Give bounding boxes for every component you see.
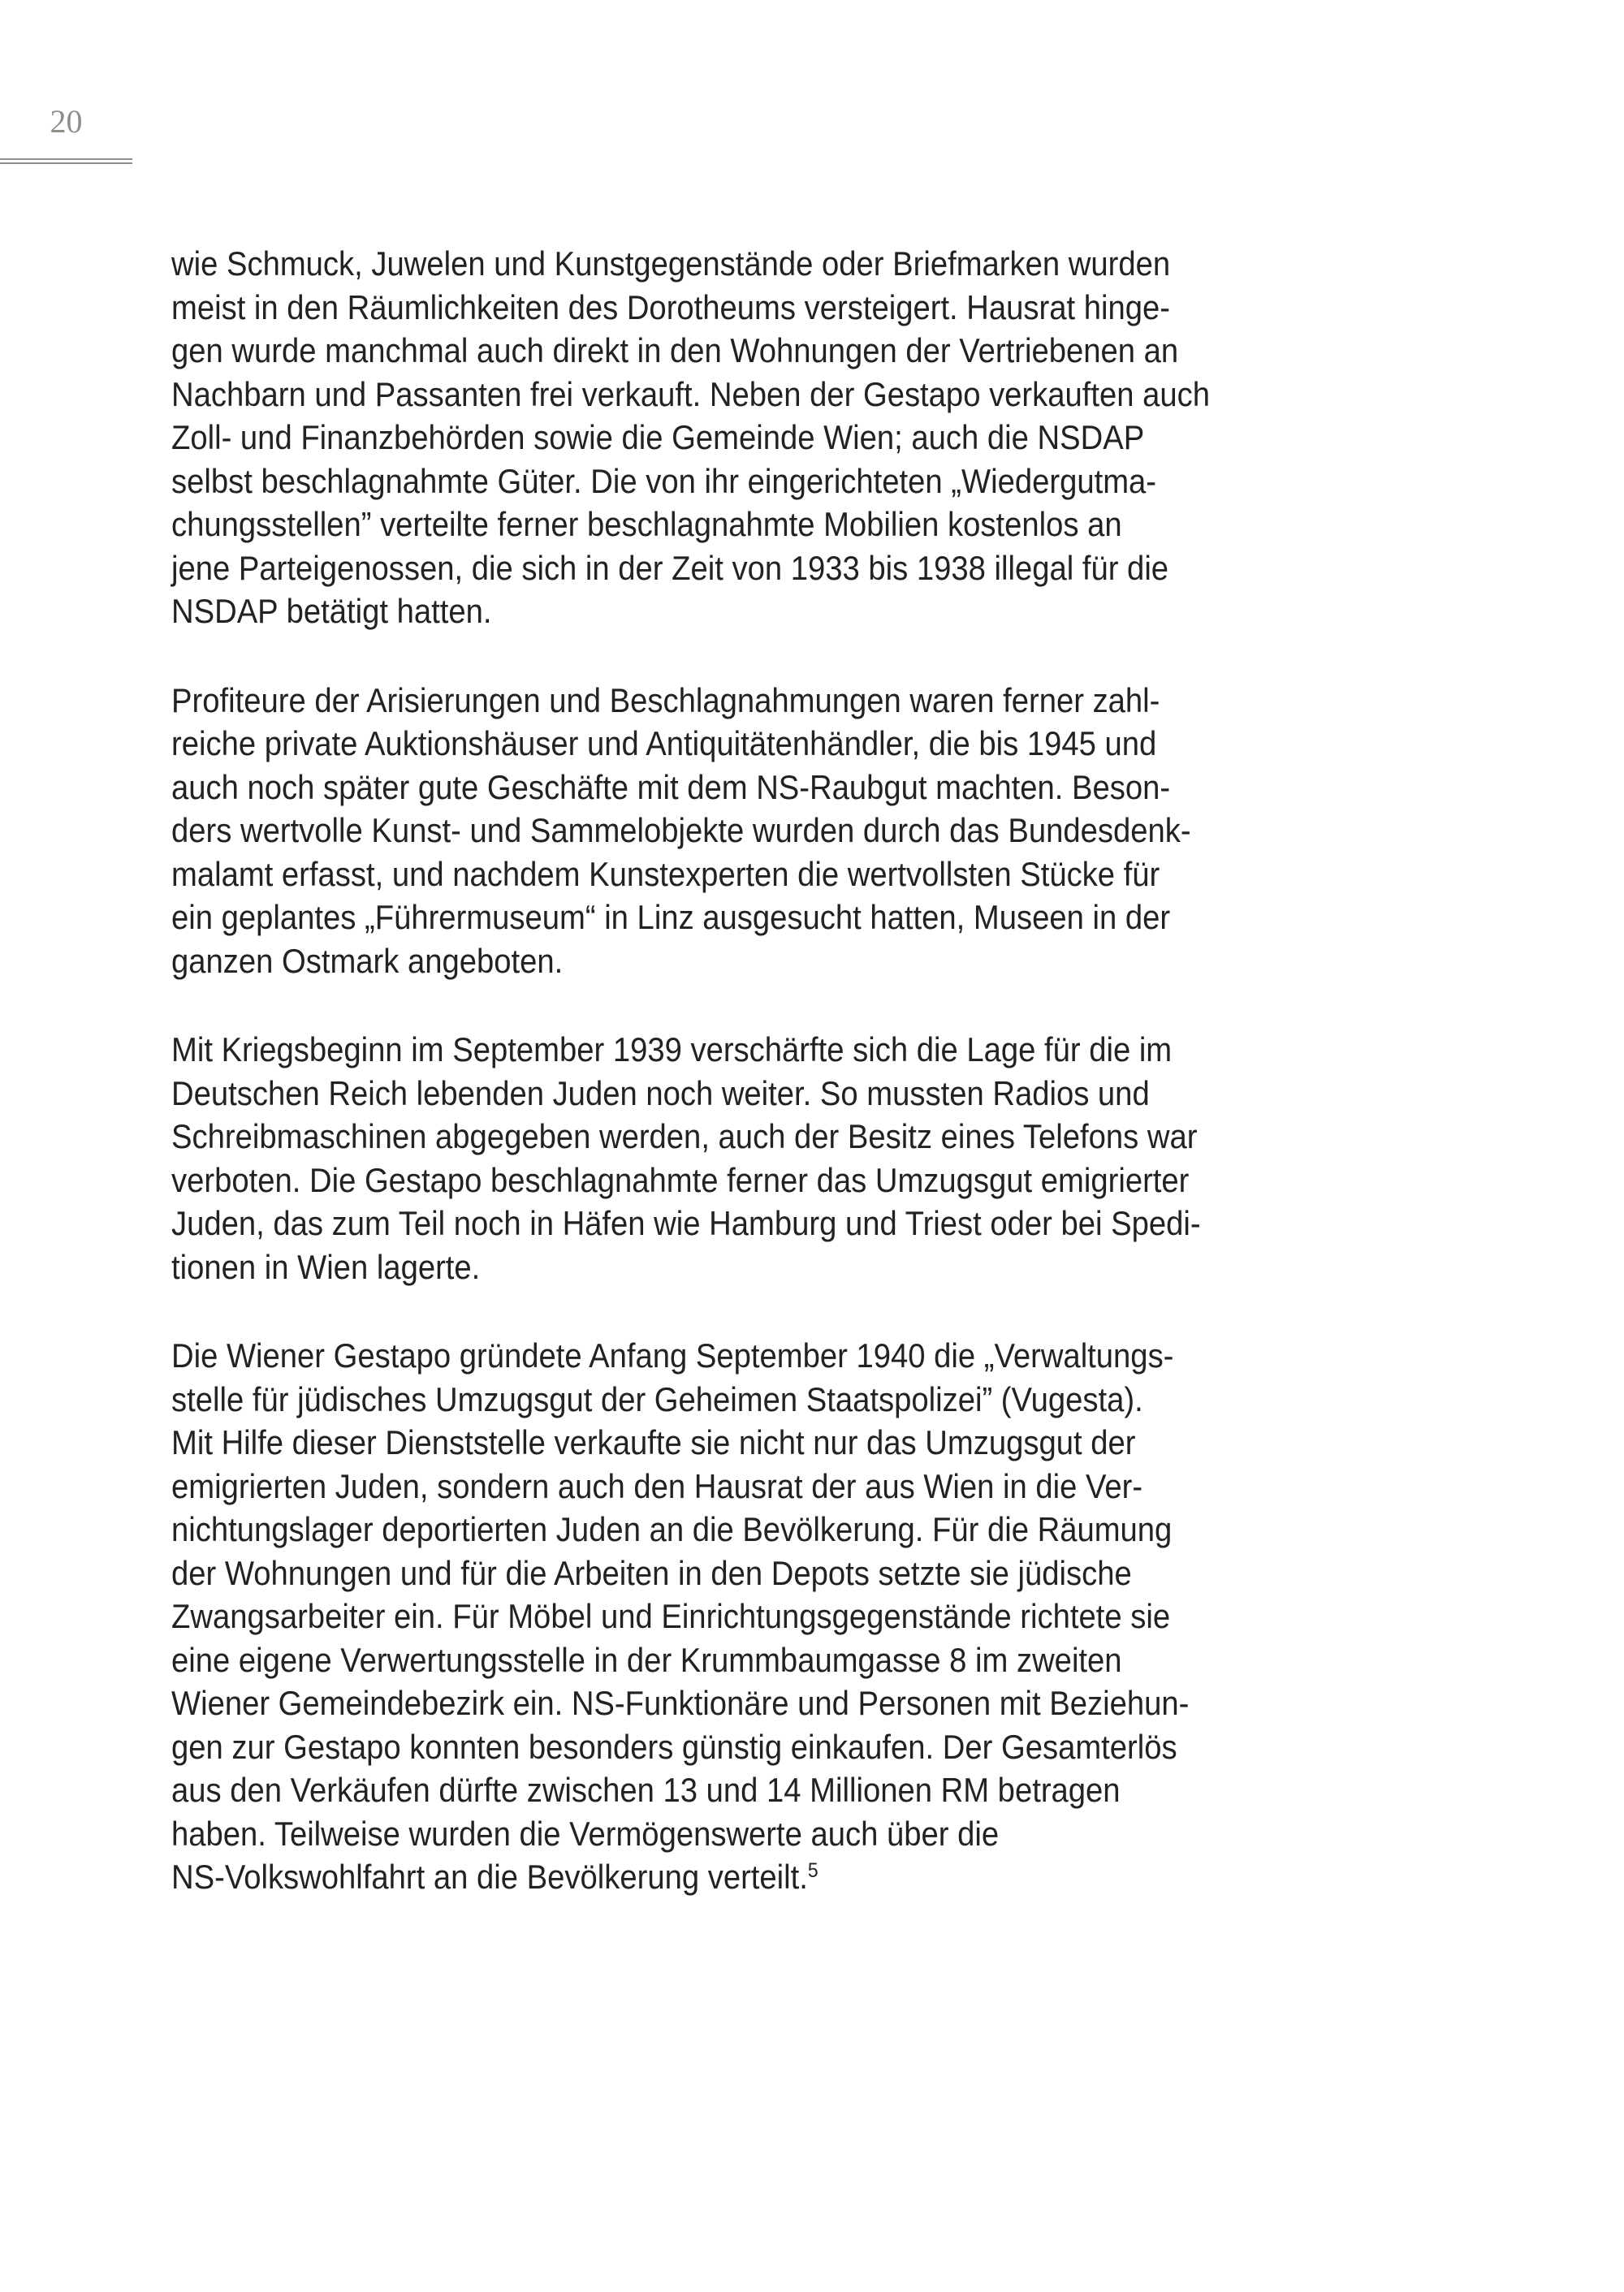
text-line: aus den Verkäufen dürfte zwischen 13 und 14 Millionen RM betragen (171, 1771, 1121, 1809)
text-line: verboten. Die Gestapo beschlagnahmte ferner das Umzugsgut emigrierter (171, 1160, 1190, 1199)
text-line: nichtungslager deportierten Juden an die Bevölkerung. Für die Räumung (171, 1510, 1173, 1548)
text-line: tionen in Wien lagerte. (171, 1247, 481, 1286)
text-line: Zwangsarbeiter ein. Für Möbel und Einrichtungsgegenstände richtete sie (171, 1597, 1171, 1635)
text-line: gen zur Gestapo konnten besonders günstig einkaufen. Der Gesamterlös (171, 1727, 1177, 1766)
text-line: Profiteure der Arisierungen und Beschlagnahmungen waren ferner zahl- (171, 680, 1160, 719)
text-line-text: NS-Volkswohlfahrt an die Bevölkerung verteilt. (171, 1858, 808, 1896)
text-line: jene Parteigenossen, die sich in der Zeit von 1933 bis 1938 illegal für die (171, 548, 1169, 587)
text-line: der Wohnungen und für die Arbeiten in den Depots setzte sie jüdische (171, 1553, 1132, 1592)
text-line: haben. Teilweise wurden die Vermögenswerte auch über die (171, 1814, 1000, 1853)
text-line: Mit Hilfe dieser Dienststelle verkaufte sie nicht nur das Umzugsgut der (171, 1423, 1136, 1461)
page-number: 20 (50, 103, 83, 140)
text-line: chungsstellen” verteilte ferner beschlagnahmte Mobilien kostenlos an (171, 505, 1122, 543)
text-line: eine eigene Verwertungsstelle in der Krummbaumgasse 8 im zweiten (171, 1640, 1122, 1679)
paragraph (171, 242, 1235, 633)
paragraph (171, 679, 1235, 983)
text-line: selbst beschlagnahmte Güter. Die von ihr eingerichteten „Wiedergutma- (171, 461, 1157, 500)
paragraph (171, 1334, 1235, 1899)
text-line: auch noch später gute Geschäfte mit dem NS-Raubgut machten. Beson- (171, 767, 1171, 806)
text-line: malamt erfasst, und nachdem Kunstexperten die wertvollsten Stücke für (171, 854, 1160, 893)
text-line: Juden, das zum Teil noch in Häfen wie Hamburg und Triest oder bei Spedi- (171, 1204, 1201, 1242)
text-line: ders wertvolle Kunst- und Sammelobjekte wurden durch das Bundesdenk- (171, 811, 1191, 849)
text-line: Deutschen Reich lebenden Juden noch weiter. So mussten Radios und (171, 1073, 1150, 1112)
text-line: Nachbarn und Passanten frei verkauft. Neben der Gestapo verkauften auch (171, 374, 1211, 413)
body-text (171, 242, 1235, 1899)
paragraph (171, 1028, 1235, 1288)
text-line: gen wurde manchmal auch direkt in den Wohnungen der Vertriebenen an (171, 331, 1179, 369)
text-line: reiche private Auktionshäuser und Antiquitätenhändler, die bis 1945 und (171, 724, 1157, 762)
text-line: ganzen Ostmark angeboten. (171, 941, 564, 980)
footnote-ref: 5 (807, 1859, 818, 1883)
text-line: Zoll- und Finanzbehörden sowie die Gemeinde Wien; auch die NSDAP (171, 418, 1145, 456)
text-line: NSDAP betätigt hatten. (171, 592, 492, 630)
text-line: Wiener Gemeindebezirk ein. NS-Funktionäre und Personen mit Beziehun- (171, 1684, 1190, 1722)
text-line: Mit Kriegsbeginn im September 1939 verschärfte sich die Lage für die im (171, 1030, 1173, 1068)
header-rule (0, 158, 132, 164)
text-line: Die Wiener Gestapo gründete Anfang September 1940 die „Verwaltungs- (171, 1336, 1174, 1375)
text-line: wie Schmuck, Juwelen und Kunstgegenstände oder Briefmarken wurden (171, 244, 1171, 283)
text-line: Schreibmaschinen abgegeben werden, auch der Besitz eines Telefons war (171, 1117, 1198, 1155)
text-line: stelle für jüdisches Umzugsgut der Geheimen Staatspolizei” (Vugesta). (171, 1379, 1143, 1418)
text-line: emigrierten Juden, sondern auch den Hausrat der aus Wien in die Ver- (171, 1466, 1143, 1505)
text-line (171, 1855, 1235, 1899)
text-line: ein geplantes „Führermuseum“ in Linz ausgesucht hatten, Museen in der (171, 898, 1171, 936)
text-line: meist in den Räumlichkeiten des Dorotheums versteigert. Hausrat hinge- (171, 287, 1170, 326)
